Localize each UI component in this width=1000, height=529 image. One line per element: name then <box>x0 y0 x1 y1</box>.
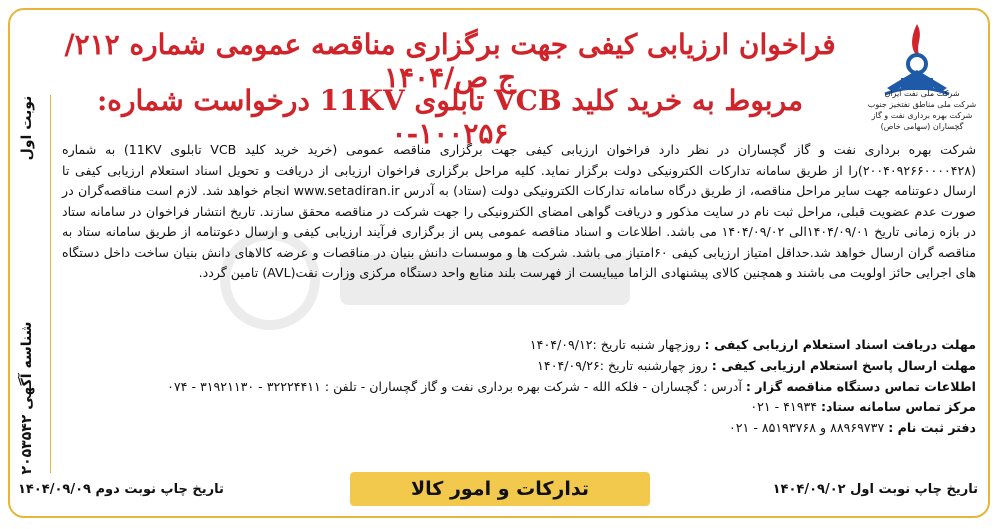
info-label: مهلت ارسال پاسخ استعلام ارزیابی کیفی : <box>711 357 976 373</box>
logo-line-2: شرکت ملی مناطق نفتخیز جنوب <box>867 100 977 109</box>
notice-footer <box>10 472 990 508</box>
info-row <box>62 397 976 418</box>
notice-title-line-1: فراخوان ارزیابی کیفی جهت برگزاری مناقصه عمومی شماره ۲۱۲/ج ص/۱۴۰۴ <box>64 28 836 94</box>
logo-line-3: شرکت بهره برداری نفت و گاز گچساران (سهامی خاص) <box>871 111 973 131</box>
side-divider <box>50 95 51 473</box>
department-banner: تدارکات و امور کالا <box>350 472 650 506</box>
logo-caption <box>862 88 982 132</box>
info-row <box>62 418 976 439</box>
side-turn-label: نوبت اول <box>19 95 35 161</box>
info-value: روزچهار شنبه تاریخ :۱۴۰۴/۰۹/۱۲ <box>529 337 701 352</box>
info-label: اطلاعات تماس دستگاه مناقصه گزار : <box>745 378 976 394</box>
info-row <box>62 377 976 398</box>
first-print-date: تاریخ چاپ نوبت اول ۱۴۰۴/۰۹/۰۲ <box>772 482 978 497</box>
info-label: مهلت دریافت اسناد استعلام ارزیابی کیفی : <box>704 337 976 352</box>
info-label: مرکز تماس سامانه ستاد: <box>821 399 976 415</box>
notice-info <box>62 335 976 439</box>
info-label: دفتر ثبت نام : <box>888 420 976 436</box>
info-row <box>62 335 976 356</box>
side-panel <box>12 90 42 480</box>
info-value: آدرس : گچساران - فلکه الله - شرکت بهره برداری نفت و گاز گچساران - تلفن : ۳۲۲۲۴۴۱۱ - ۳۱۹۲۱۱۳۰ - ۰۷۴ <box>167 378 742 394</box>
notice-paragraph: شرکت بهره برداری نفت و گاز گچساران در نظر دارد فراخوان ارزیابی کیفی جهت برگزاری مناقصه عمومی (خرید خرید کلید VCB تابلوی 11KV) به شماره (۲۰۰۴۰۹۲۶۶۰۰۰۰۴۲۸)را از طریق سامانه تدارکات الکترونیکی دولت برگزار نماید. کلیه مراحل برگزاری فراخوان ارزیابی از دریافت و تحویل اسناد استعلام ارزیابی کیفی تا ارسال دعوتنامه جهت سایر مراحل مناقصه، از طریق درگاه سامانه تدارکات الکترونیکی دولت (ستاد) به آدرس www.setadiran.ir انجام خواهد شد. لازم است مناقصه‌گران در صورت عدم عضویت قبلی، مراحل ثبت نام در سایت مذکور و دریافت گواهی امضای الکترونیکی را جهت شرکت در مناقصه محقق سازند. تاریخ انتشار فراخوان در سامانه ستاد در بازه زمانی تاریخ ۱۴۰۴/۰۹/۰۱الی ۱۴۰۴/۰۹/۰۲ می باشد. اطلاعات و اسناد مناقصه عمومی پس از برگزاری فرآیند ارزیابی کیفی و ارسال دعوتنامه از طریق سامانه ستاد به مناقصه گران ارسال خواهد شد.حداقل امتیاز ارزیابی کیفی ۶۰امتیاز می باشد. شرکت ها و موسسات دانش بنیان در مناقصات و عرضه کالاهای دانش بنیان ساخت داخل دستگاه های اجرایی حائز اولویت می باشند و همچنین کالای پیشنهادی الزاما میبایست از فهرست بلند منابع واحد دستگاه مرکزی وزارت نفت(AVL) تامین گردد. <box>62 142 977 280</box>
side-notice-id: شناسه آگهی ۲۰۵۳۵۴۲ <box>19 321 35 475</box>
second-print-date: تاریخ چاپ نوبت دوم ۱۴۰۴/۰۹/۰۹ <box>18 482 224 497</box>
notice-title-line-2: مربوط به خرید کلید VCB تابلوی 11KV درخواست شماره: ۱۰۰۲۵۶-۰ <box>96 84 804 150</box>
info-value: ۸۸۹۶۹۷۳۷ و ۸۵۱۹۳۷۶۸ - ۰۲۱ <box>729 420 885 436</box>
notice-body <box>62 140 976 284</box>
info-value: ۴۱۹۳۴ - ۰۲۱ <box>750 399 817 415</box>
info-value: روز چهارشنبه تاریخ :۱۴۰۴/۰۹/۲۶ <box>537 357 708 373</box>
info-row <box>62 356 976 377</box>
logo-line-1: شرکت ملی نفت ایران <box>884 89 960 98</box>
